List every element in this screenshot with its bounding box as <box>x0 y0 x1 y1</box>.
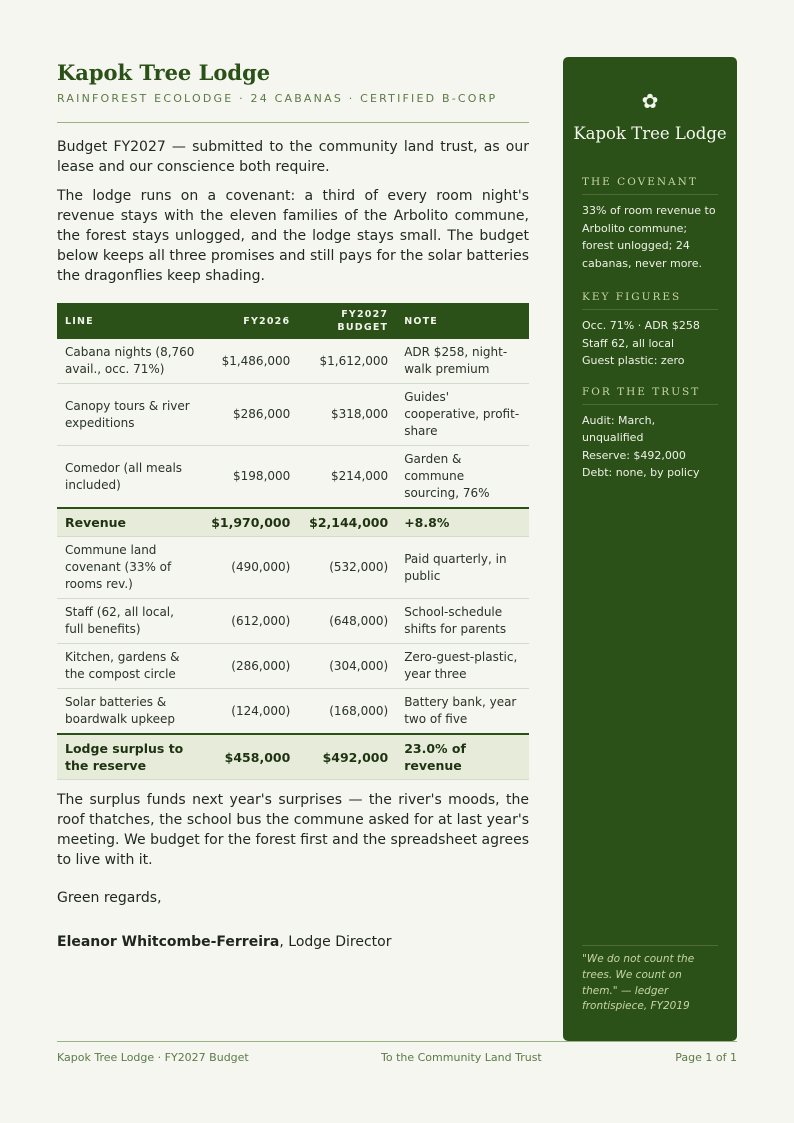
page-title: Kapok Tree Lodge <box>57 60 271 85</box>
cell-fy2027: $492,000 <box>298 734 396 780</box>
cell-line: Commune land covenant (33% of rooms rev.) <box>57 537 203 599</box>
sidebar-line: Reserve: $492,000 <box>582 448 686 462</box>
cell-fy2027: (648,000) <box>298 599 396 644</box>
cell-line: Lodge surplus to the reserve <box>57 734 203 780</box>
page-subtitle: RAINFOREST ECOLODGE · 24 CABANAS · CERTIFIED B-CORP <box>57 92 498 105</box>
cell-note: Garden & commune sourcing, 76% <box>396 446 529 509</box>
footer-left: Kapok Tree Lodge · FY2027 Budget <box>57 1051 249 1064</box>
cell-note: School-schedule shifts for parents <box>396 599 529 644</box>
letter-main <box>57 58 529 952</box>
closing-regards: Green regards, <box>57 890 162 906</box>
table-row <box>57 537 529 599</box>
cell-note: Battery bank, year two of five <box>396 689 529 735</box>
closing-paragraph: The surplus funds next year's surprises — the river's moods, the roof thatches, the school bus the commune asked for at last year's meeting. We budget for the forest first and the spreadsheet agrees to live with it. <box>57 792 529 868</box>
cell-fy2026: $286,000 <box>203 384 298 446</box>
table-total-row <box>57 508 529 537</box>
sidebar-line: Guest plastic: zero <box>582 354 685 367</box>
cell-fy2026: (490,000) <box>203 537 298 599</box>
cell-fy2027: (304,000) <box>298 644 396 689</box>
cell-note: 23.0% of revenue <box>396 734 529 780</box>
footer-center: To the Community Land Trust <box>381 1051 542 1064</box>
cell-line: Solar batteries & boardwalk upkeep <box>57 689 203 735</box>
cell-fy2026: $1,970,000 <box>203 508 298 537</box>
sidebar-line: Audit: March, unqualified <box>582 413 656 444</box>
cell-fy2026: $1,486,000 <box>203 339 298 384</box>
sidebar-heading: FOR THE TRUST <box>582 385 718 405</box>
cell-fy2026: (124,000) <box>203 689 298 735</box>
sidebar-quote: "We do not count the trees. We count on them." — ledger frontispiece, FY2019 <box>582 945 718 1015</box>
cell-fy2027: $1,612,000 <box>298 339 396 384</box>
table-row <box>57 689 529 735</box>
cell-note: ADR $258, night-walk premium <box>396 339 529 384</box>
cell-line: Staff (62, all local, full benefits) <box>57 599 203 644</box>
intro-paragraph-2: The lodge runs on a covenant: a third of every room night's revenue stays with the eleven families of the Arbolito commune, the forest stays unlogged, and the lodge stays small. The budget below keeps all three promises and still pays for the solar batteries the dragonflies keep shading. <box>57 188 529 284</box>
column-header-fy2027: FY2027 BUDGET <box>298 303 396 339</box>
sidebar-line: Debt: none, by policy <box>582 466 700 479</box>
footer-divider <box>57 1041 737 1042</box>
header-divider <box>57 122 529 123</box>
cell-fy2026: (286,000) <box>203 644 298 689</box>
table-total-row <box>57 734 529 780</box>
signer-name: Eleanor Whitcombe-Ferreira <box>57 934 280 950</box>
column-header-fy2026: FY2026 <box>203 303 298 339</box>
cell-fy2026: $198,000 <box>203 446 298 509</box>
cell-fy2027: $214,000 <box>298 446 396 509</box>
sidebar-panel <box>563 57 737 1041</box>
cell-line: Comedor (all meals included) <box>57 446 203 509</box>
cell-line: Canopy tours & river expeditions <box>57 384 203 446</box>
cell-note: Guides' cooperative, profit-share <box>396 384 529 446</box>
cell-fy2026: $458,000 <box>203 734 298 780</box>
cell-line: Cabana nights (8,760 avail., occ. 71%) <box>57 339 203 384</box>
cell-fy2027: (168,000) <box>298 689 396 735</box>
table-row <box>57 384 529 446</box>
table-header-row <box>57 303 529 339</box>
column-header-line: LINE <box>57 303 203 339</box>
table-row <box>57 339 529 384</box>
footer-page-number: Page 1 of 1 <box>675 1051 737 1064</box>
sidebar-section-key-figures <box>563 290 737 370</box>
budget-table <box>57 303 529 780</box>
flower-icon: ✿ <box>641 89 659 113</box>
sidebar-heading: KEY FIGURES <box>582 290 718 310</box>
cell-fy2026: (612,000) <box>203 599 298 644</box>
sidebar-text: 33% of room revenue to Arbolito commune; forest unlogged; 24 cabanas, never more. <box>582 204 716 270</box>
cell-fy2027: $318,000 <box>298 384 396 446</box>
cell-fy2027: (532,000) <box>298 537 396 599</box>
table-row <box>57 599 529 644</box>
cell-fy2027: $2,144,000 <box>298 508 396 537</box>
sidebar-line: Staff 62, all local <box>582 336 675 350</box>
sidebar-section-covenant <box>563 175 737 272</box>
table-row <box>57 446 529 509</box>
cell-line: Revenue <box>57 508 203 537</box>
column-header-note: NOTE <box>396 303 529 339</box>
cell-note: Zero-guest-plastic, year three <box>396 644 529 689</box>
budget-table-body <box>57 339 529 780</box>
sidebar-lodge-name: Kapok Tree Lodge <box>573 124 727 143</box>
cell-line: Kitchen, gardens & the compost circle <box>57 644 203 689</box>
intro-paragraph-1: Budget FY2027 — submitted to the community land trust, as our lease and our conscience both require. <box>57 139 529 175</box>
cell-note: +8.8% <box>396 508 529 537</box>
sidebar-heading: THE COVENANT <box>582 175 718 195</box>
sidebar-section-for-the-trust <box>563 385 737 482</box>
cell-note: Paid quarterly, in public <box>396 537 529 599</box>
signature <box>57 932 529 952</box>
sidebar-line: Occ. 71% · ADR $258 <box>582 319 700 332</box>
signer-title: , Lodge Director <box>279 934 392 950</box>
table-row <box>57 644 529 689</box>
